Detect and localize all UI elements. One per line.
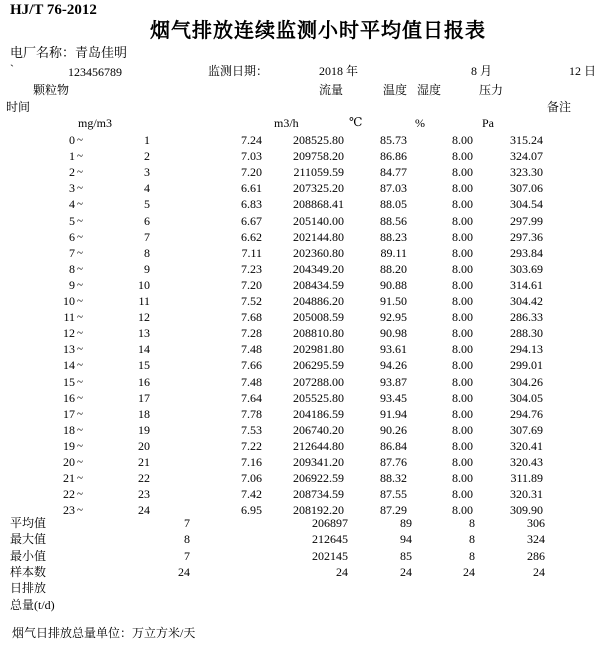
flow-value: 202981.80 (293, 342, 344, 357)
summary-flow-value: 24 (336, 564, 348, 579)
pressure-value: 320.31 (510, 487, 543, 502)
pm-value: 6.95 (241, 503, 262, 518)
hour-end-value: 18 (138, 406, 150, 421)
column-header-pressure: 压力 (479, 83, 504, 97)
hour-start-value: 14 (63, 358, 75, 373)
temp-value: 88.20 (380, 261, 407, 276)
hour-row (0, 391, 607, 407)
pm-value: 7.23 (241, 261, 262, 276)
hour-start-value: 9 (69, 277, 75, 292)
hour-start-value: 13 (63, 342, 75, 357)
humidity-value: 8.00 (452, 438, 473, 453)
temp-value: 94.26 (380, 358, 407, 373)
range-separator: ~ (77, 150, 83, 163)
flow-value: 206740.20 (293, 422, 344, 437)
range-separator: ~ (77, 488, 83, 501)
range-separator: ~ (77, 262, 83, 275)
range-separator: ~ (77, 214, 83, 227)
hour-row (0, 358, 607, 374)
range-separator: ~ (77, 182, 83, 195)
temp-value: 90.98 (380, 326, 407, 341)
humidity-value: 8.00 (452, 326, 473, 341)
hour-start-value: 8 (69, 261, 75, 276)
hour-end-value: 15 (138, 358, 150, 373)
pm-value: 7.20 (241, 277, 262, 292)
hour-row (0, 214, 607, 230)
hour-start-value: 5 (69, 213, 75, 228)
date-month: 8 月 (471, 64, 493, 78)
humidity-value: 8.00 (452, 165, 473, 180)
summary-temp-value: 85 (400, 548, 412, 563)
summary-row (0, 565, 607, 581)
summary-humidity-value: 8 (469, 516, 475, 530)
flow-value: 204186.59 (293, 406, 344, 421)
standard-code: HJ/T 76-2012 (10, 2, 97, 18)
hour-end-value: 16 (138, 374, 150, 389)
hour-start-value: 18 (63, 422, 75, 437)
plant-name-value: 青岛佳明 (75, 45, 128, 60)
temp-value: 89.11 (380, 245, 407, 260)
pressure-value: 294.76 (510, 406, 543, 421)
summary-pm-value: 24 (178, 564, 190, 579)
range-separator: ~ (77, 456, 83, 468)
pm-value: 7.42 (241, 487, 262, 502)
temp-value: 91.50 (380, 294, 407, 308)
hour-start-value: 16 (63, 390, 75, 405)
temp-value: 87.29 (380, 503, 407, 518)
flow-value: 209758.20 (293, 149, 344, 164)
pressure-value: 304.54 (510, 197, 543, 212)
column-header-remark: 备注 (547, 100, 572, 114)
range-separator: ~ (77, 375, 83, 388)
pm-value: 7.52 (241, 294, 262, 308)
hour-row (0, 197, 607, 213)
hour-row (0, 487, 607, 503)
flow-value: 208192.20 (293, 503, 344, 518)
pm-value: 6.83 (241, 197, 262, 212)
plant-name-line (10, 46, 127, 60)
hour-start-value: 1 (69, 149, 75, 164)
summary-pm-value: 7 (184, 516, 190, 530)
hour-end-value: 14 (138, 342, 150, 357)
summary-row (0, 581, 607, 597)
flow-value: 204349.20 (293, 261, 344, 276)
pressure-value: 299.01 (510, 358, 543, 373)
summary-flow-value: 202145 (312, 548, 348, 563)
pressure-value: 309.90 (510, 503, 543, 518)
unit-pm: mg/m3 (78, 116, 113, 130)
hour-end-value: 17 (138, 390, 150, 405)
hour-end-value: 5 (144, 197, 150, 212)
hour-row (0, 181, 607, 197)
humidity-value: 8.00 (452, 181, 473, 196)
range-separator: ~ (77, 359, 83, 372)
summary-row (0, 516, 607, 532)
flow-value: 207288.00 (293, 374, 344, 389)
hour-row (0, 278, 607, 294)
summary-label: 最小值 (10, 548, 47, 563)
hour-row (0, 294, 607, 310)
humidity-value: 8.00 (452, 133, 473, 147)
unit-temp: ℃ (349, 115, 363, 129)
summary-label: 平均值 (10, 516, 47, 530)
temp-value: 88.32 (380, 471, 407, 486)
hour-row (0, 230, 607, 246)
temp-value: 85.73 (380, 133, 407, 147)
summary-pressure-value: 286 (527, 548, 545, 563)
date-label: 监测日期： (208, 64, 269, 78)
humidity-value: 8.00 (452, 422, 473, 437)
serial-number: 123456789 (68, 65, 122, 79)
pressure-value: 320.41 (510, 438, 543, 453)
pressure-value: 307.69 (510, 422, 543, 437)
summary-humidity-value: 8 (469, 532, 475, 547)
flow-value: 206295.59 (293, 358, 344, 373)
summary-row (0, 532, 607, 548)
pm-value: 6.62 (241, 229, 262, 244)
pressure-value: 286.33 (510, 310, 543, 325)
pm-value: 7.24 (241, 133, 262, 147)
pm-value: 7.06 (241, 471, 262, 486)
summary-humidity-value: 8 (469, 548, 475, 563)
humidity-value: 8.00 (452, 261, 473, 276)
column-header-temp-humidity (383, 83, 441, 97)
hour-row (0, 375, 607, 391)
summary-pressure-value: 24 (533, 564, 545, 579)
pm-value: 7.16 (241, 455, 262, 469)
pm-value: 7.48 (241, 342, 262, 357)
flow-value: 205140.00 (293, 213, 344, 228)
humidity-value: 8.00 (452, 503, 473, 518)
hour-end-value: 4 (144, 181, 150, 196)
pressure-value: 314.61 (510, 277, 543, 292)
hour-start-value: 20 (63, 455, 75, 469)
range-separator: ~ (77, 472, 83, 485)
hour-end-value: 8 (144, 245, 150, 260)
temp-value: 93.45 (380, 390, 407, 405)
pm-value: 7.20 (241, 165, 262, 180)
column-header-pm: 颗粒物 (33, 83, 70, 97)
pressure-value: 323.30 (510, 165, 543, 180)
range-separator: ~ (77, 295, 83, 307)
hour-row (0, 407, 607, 423)
humidity-value: 8.00 (452, 390, 473, 405)
range-separator: ~ (77, 343, 83, 356)
flow-value: 207325.20 (293, 181, 344, 196)
temp-value: 93.87 (380, 374, 407, 389)
hour-start-value: 3 (69, 181, 75, 196)
hour-end-value: 1 (144, 133, 150, 147)
summary-pm-value: 8 (184, 532, 190, 547)
date-day: 12 日 (569, 64, 597, 78)
flow-value: 208434.59 (293, 277, 344, 292)
temp-value: 87.76 (380, 455, 407, 469)
hour-start-value: 22 (63, 487, 75, 502)
hour-end-value: 19 (138, 422, 150, 437)
hour-end-value: 20 (138, 438, 150, 453)
hour-start-value: 21 (63, 471, 75, 486)
temp-value: 90.26 (380, 422, 407, 437)
pm-value: 7.64 (241, 390, 262, 405)
summary-row (0, 549, 607, 565)
hour-start-value: 0 (69, 133, 75, 147)
hour-end-value: 3 (144, 165, 150, 180)
humidity-value: 8.00 (452, 277, 473, 292)
hour-start-value: 12 (63, 326, 75, 341)
hour-row (0, 439, 607, 455)
unit-humidity: % (415, 116, 425, 130)
humidity-value: 8.00 (452, 294, 473, 308)
pm-value: 7.66 (241, 358, 262, 373)
pressure-value: 303.69 (510, 261, 543, 276)
range-separator: ~ (77, 166, 83, 179)
hour-end-value: 2 (144, 149, 150, 164)
humidity-value: 8.00 (452, 487, 473, 502)
hour-row (0, 423, 607, 439)
pm-value: 7.78 (241, 406, 262, 421)
hour-end-value: 10 (138, 277, 150, 292)
humidity-value: 8.00 (452, 229, 473, 244)
pressure-value: 294.13 (510, 342, 543, 357)
summary-label: 日排放 (10, 581, 47, 596)
range-separator: ~ (77, 278, 83, 291)
temp-value: 86.86 (380, 149, 407, 164)
report-title: 烟气排放连续监测小时平均值日报表 (150, 20, 486, 42)
humidity-value: 8.00 (452, 358, 473, 373)
range-separator: ~ (77, 423, 83, 436)
pressure-value: 288.30 (510, 326, 543, 341)
pm-value: 6.67 (241, 213, 262, 228)
summary-label: 总量(t/d) (10, 597, 55, 612)
pressure-value: 307.06 (510, 181, 543, 196)
hour-row (0, 326, 607, 342)
humidity-value: 8.00 (452, 310, 473, 325)
range-separator: ~ (77, 230, 83, 243)
hour-end-value: 21 (138, 455, 150, 469)
humidity-value: 8.00 (452, 245, 473, 260)
hour-end-value: 22 (138, 471, 150, 486)
summary-flow-value: 206897 (312, 516, 348, 530)
hour-start-value: 15 (63, 374, 75, 389)
date-year: 2018 年 (319, 64, 359, 78)
humidity-value: 8.00 (452, 342, 473, 357)
pressure-value: 320.43 (510, 455, 543, 469)
range-separator: ~ (77, 391, 83, 404)
summary-row (0, 598, 607, 614)
range-separator: ~ (77, 439, 83, 452)
footer-note: 烟气日排放总量单位：万立方米/天 (12, 626, 196, 640)
flow-value: 202144.80 (293, 229, 344, 244)
temp-value: 88.56 (380, 213, 407, 228)
summary-pressure-value: 324 (527, 532, 545, 547)
tick-mark: ` (10, 62, 14, 76)
pm-value: 7.53 (241, 422, 262, 437)
hour-row (0, 471, 607, 487)
hour-end-value: 9 (144, 261, 150, 276)
humidity-value: 8.00 (452, 455, 473, 469)
summary-humidity-value: 24 (463, 564, 475, 579)
hour-start-value: 11 (63, 310, 75, 325)
pressure-value: 324.07 (510, 149, 543, 164)
hour-row (0, 133, 607, 149)
summary-temp-value: 94 (400, 532, 412, 547)
hour-end-value: 6 (144, 213, 150, 228)
summary-temp-value: 24 (400, 564, 412, 579)
pressure-value: 304.05 (510, 390, 543, 405)
flow-value: 209341.20 (293, 455, 344, 469)
range-separator: ~ (77, 327, 83, 340)
pressure-value: 304.26 (510, 374, 543, 389)
range-separator: ~ (77, 504, 83, 517)
flow-value: 204886.20 (293, 294, 344, 308)
column-header-flow: 流量 (319, 83, 344, 97)
pressure-value: 297.36 (510, 229, 543, 244)
pm-value: 7.68 (241, 310, 262, 325)
range-separator: ~ (77, 407, 83, 420)
range-separator: ~ (77, 246, 83, 259)
hour-row (0, 342, 607, 358)
pm-value: 6.61 (241, 181, 262, 196)
pm-value: 7.22 (241, 438, 262, 453)
humidity-value: 8.00 (452, 374, 473, 389)
column-header-humidity: 湿度 (417, 83, 442, 97)
summary-label: 样本数 (10, 564, 47, 579)
hour-start-value: 2 (69, 165, 75, 180)
pm-value: 7.28 (241, 326, 262, 341)
pressure-value: 311.89 (510, 471, 543, 486)
pressure-value: 293.84 (510, 245, 543, 260)
flow-value: 211059.59 (293, 165, 344, 180)
hour-row (0, 149, 607, 165)
hour-row (0, 310, 607, 326)
summary-label: 最大值 (10, 532, 47, 547)
hour-start-value: 19 (63, 438, 75, 453)
hour-start-value: 10 (63, 294, 75, 308)
temp-value: 93.61 (380, 342, 407, 357)
hour-start-value: 4 (69, 197, 75, 212)
plant-name-label: 电厂名称： (10, 45, 76, 60)
flow-value: 208810.80 (293, 326, 344, 341)
column-header-temp: 温度 (383, 83, 408, 97)
temp-value: 88.23 (380, 229, 407, 244)
humidity-value: 8.00 (452, 406, 473, 421)
flow-value: 208525.80 (293, 133, 344, 147)
humidity-value: 8.00 (452, 471, 473, 486)
temp-value: 87.03 (380, 181, 407, 196)
hour-start-value: 23 (63, 503, 75, 518)
pm-value: 7.03 (241, 149, 262, 164)
pressure-value: 297.99 (510, 213, 543, 228)
range-separator: ~ (77, 311, 83, 324)
temp-value: 88.05 (380, 197, 407, 212)
column-header-time: 时间 (6, 100, 31, 114)
hour-start-value: 7 (69, 245, 75, 260)
pm-value: 7.11 (241, 245, 262, 260)
temp-value: 84.77 (380, 165, 407, 180)
flow-value: 208734.59 (293, 487, 344, 502)
temp-value: 92.95 (380, 310, 407, 325)
unit-pressure: Pa (482, 116, 494, 130)
temp-value: 87.55 (380, 487, 407, 502)
pressure-value: 304.42 (510, 294, 543, 308)
hour-start-value: 17 (63, 406, 75, 421)
hour-end-value: 11 (138, 294, 150, 308)
hour-end-value: 7 (144, 229, 150, 244)
summary-pressure-value: 306 (527, 516, 545, 530)
hour-row (0, 165, 607, 181)
summary-pm-value: 7 (184, 548, 190, 563)
hour-row (0, 246, 607, 262)
hour-row (0, 455, 607, 471)
summary-flow-value: 212645 (312, 532, 348, 547)
summary-temp-value: 89 (400, 516, 412, 530)
humidity-value: 8.00 (452, 149, 473, 164)
hour-end-value: 13 (138, 326, 150, 341)
flow-value: 205525.80 (293, 390, 344, 405)
flow-value: 205008.59 (293, 310, 344, 325)
temp-value: 86.84 (380, 438, 407, 453)
pressure-value: 315.24 (510, 133, 543, 147)
flow-value: 208868.41 (293, 197, 344, 212)
flow-value: 206922.59 (293, 471, 344, 486)
temp-value: 91.94 (380, 406, 407, 421)
hour-end-value: 23 (138, 487, 150, 502)
hour-end-value: 24 (138, 503, 150, 518)
hour-end-value: 12 (138, 310, 150, 325)
humidity-value: 8.00 (452, 213, 473, 228)
range-separator: ~ (77, 134, 83, 146)
unit-flow: m3/h (274, 116, 299, 130)
pm-value: 7.48 (241, 374, 262, 389)
humidity-value: 8.00 (452, 197, 473, 212)
flow-value: 212644.80 (293, 438, 344, 453)
hour-start-value: 6 (69, 229, 75, 244)
temp-value: 90.88 (380, 277, 407, 292)
range-separator: ~ (77, 198, 83, 211)
flow-value: 202360.80 (293, 245, 344, 260)
hour-row (0, 262, 607, 278)
